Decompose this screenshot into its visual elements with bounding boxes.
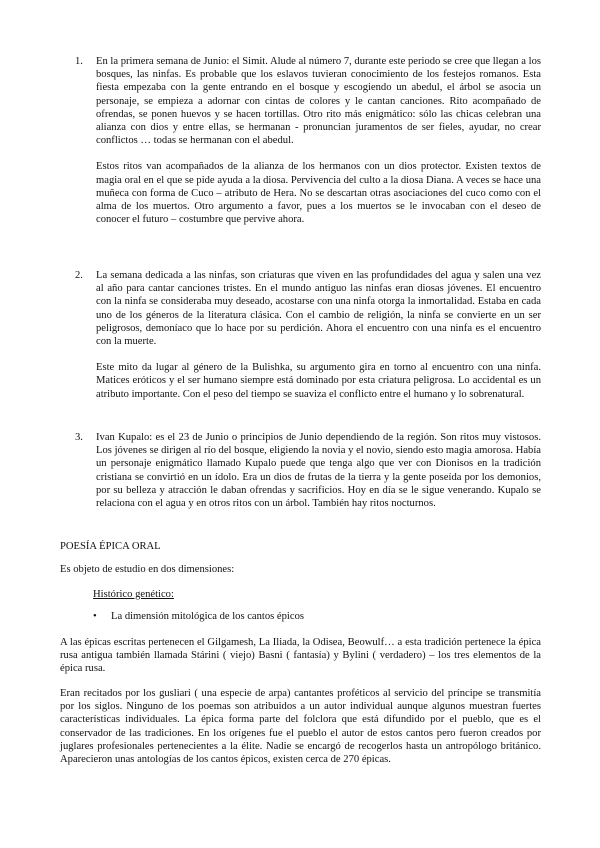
paragraph-gusliari: Eran recitados por los gusliari ( una especie de arpa) cantantes proféticos al servicio del príncipe se transmitía por los siglos. Ninguno de los poemas son atribuidos a un autor individual aunque algunos muestran fuertes características individuales. La épica forma parte del folclora que está difundido por el pueblo, que es el conservador de las tradiciones. En los orígenes fue el pueblo el autor de estos cantos pero fueron creados por juglares profesionales pertenecientes a la élite. Nadie se encargó de recogerlos hasta un antropólogo británico. Aparecieron unas antologías de los cantos épicos, existen cerca de 270 épicas. — [60, 688, 541, 766]
paragraph-epicas: A las épicas escritas pertenecen el Gilgamesh, La Iliada, la Odisea, Beowulf… a esta tradición pertenece la épica rusa antigua también llamada Stárini ( viejo) Basni ( fantasía) y Bylini ( verdadero) – los tres elementos de la épica rusa. — [60, 637, 541, 675]
bullet-icon: • — [93, 611, 97, 622]
intro-text: Es objeto de estudio en dos dimensiones: — [60, 564, 235, 575]
list-item-1 — [75, 55, 541, 226]
item-paragraph: Este mito da lugar al género de la Bulishka, su argumento gira en torno al encuentro con una ninfa. Matices eróticos y el ser humano siempre está dominado por esta criatura peligrosa. Lo accidental es un atributo importante. Con el peso del tiempo se suaviza el conflicto entre el humano y lo sobrenatural. — [96, 362, 541, 400]
item-number: 2. — [75, 270, 83, 281]
item-paragraph: Ivan Kupalo: es el 23 de Junio o principios de Junio dependiendo de la región. Son ritos muy vistosos. Los jóvenes se dirigen al río del bosque, eligiendo la novia y el novio, siendo esto magia amorosa. Había un personaje enigmático llamado Kupalo puede que tenga algo que ver con Dionisos en la tradición cristiana se convirtió en un ídolo. Era un dios de frutas de la tierra y la gente poseída por los demonios, por su belleza y atracción le daban ofrendas y sacrificios. Hoy en día se le sigue venerando. Kupalo se relaciona con el agua y en otros ritos con un árbol. También hay ritos nocturnos. — [96, 432, 541, 510]
bullet-item — [93, 610, 304, 623]
bullet-text: La dimensión mitológica de los cantos épicos — [111, 611, 304, 622]
list-item-2 — [75, 269, 541, 401]
item-paragraph: En la primera semana de Junio: el Simit. Alude al número 7, durante este periodo se cree que llegan a los bosques, las ninfas. Es probable que los eslavos tuvieran conocimiento de los festejos romanos. Esta fiesta empezaba con la gente entrando en el bosque y escogiendo un abedul, el árbol se asocia un personaje, se empieza a adornar con cintas de colores y le cantan canciones. Rito acompañado de ofrendas, se ponen huevos y se hacen tortillas. Otro rito más enigmático: sólo las chicas celebran una alianza con dios y entre ellas, se hermanan - pronuncian juramentos de ser fieles, ayudar, no crear conflictos … todas se hermanan con el abedul. — [96, 56, 541, 147]
item-number: 1. — [75, 56, 83, 67]
item-paragraph: La semana dedicada a las ninfas, son criaturas que viven en las profundidades del agua y salen una vez al año para cantar canciones tristes. En el mundo antiguo las ninfas eran diosas jóvenes. El encuentro con la ninfa se consideraba muy deseado, acostarse con una ninfa otorga la inmortalidad. Estaba en cada uno de los géneros de la literatura clásica. Con el cambio de religión, la ninfa se convierte en un ser peligrosos, demoníaco que lo hace por su perdición. Ahora el encuentro con una ninfa es el encuentro con la muerte. — [96, 270, 541, 348]
item-number: 3. — [75, 432, 83, 443]
section-title: POESÍA ÉPICA ORAL — [60, 541, 161, 552]
item-paragraph: Estos ritos van acompañados de la alianza de los hermanos con un dios protector. Existen textos de magia oral en el que se pide ayuda a la diosa. Pervivencia del culto a la diosa Diana. A veces se hace una muñeca con forma de Cuco – atributo de Hera. No se descartan otras asociaciones del cuco como con el alma de los muertos. Otro argumento a favor, pues a los muertos se le invocaban con el deseo de conocer el futuro – costumbre que pervive ahora. — [96, 161, 541, 226]
list-item-3 — [75, 431, 541, 510]
subheading: Histórico genético: — [93, 589, 174, 600]
